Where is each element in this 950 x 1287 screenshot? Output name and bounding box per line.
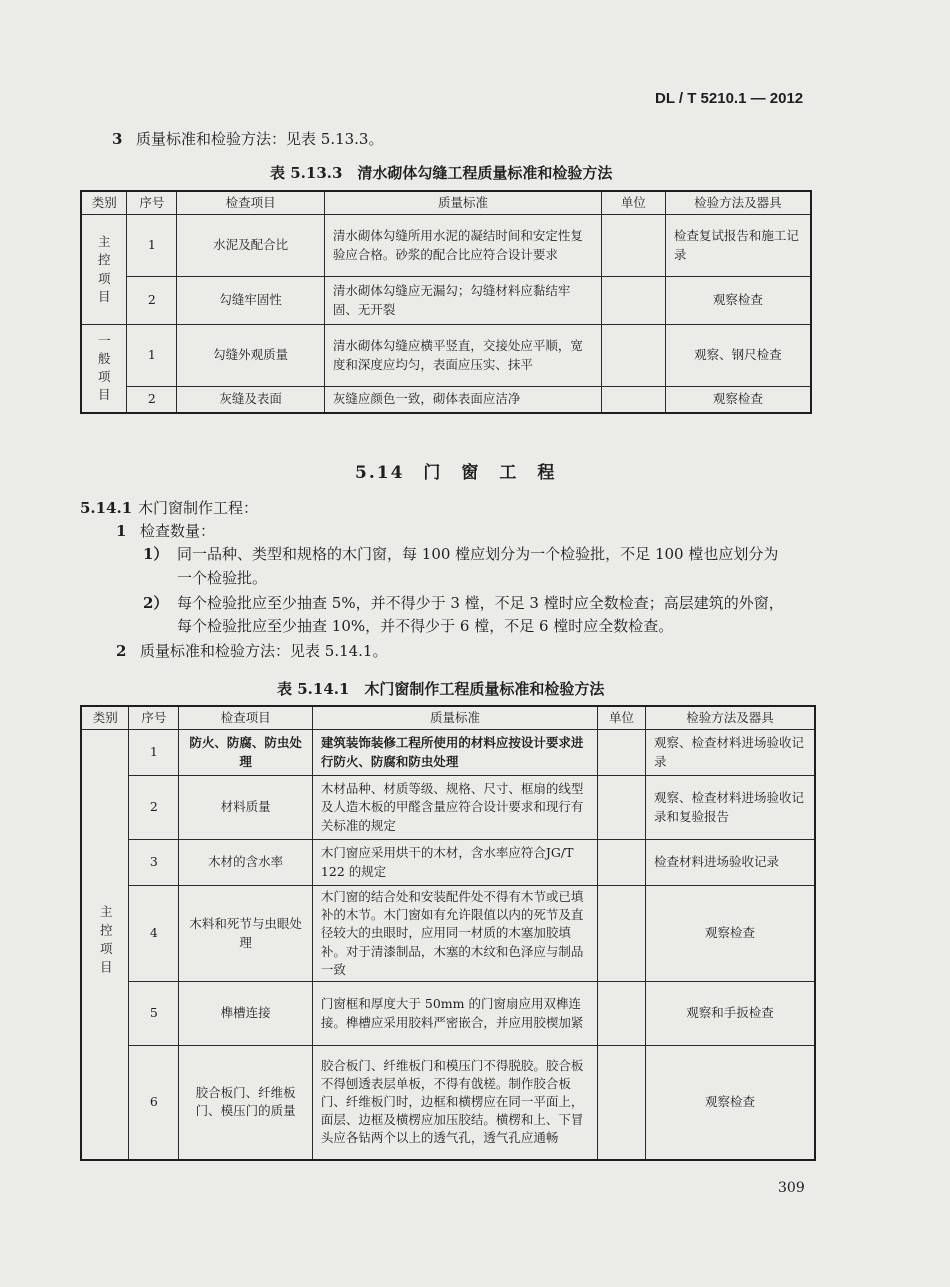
table-row <box>81 1046 815 1160</box>
table-5-14-1 <box>80 705 816 1161</box>
header-method: 检验方法及器具 <box>665 191 811 215</box>
row-no: 4 <box>129 886 179 982</box>
row-method: 观察检查 <box>665 277 811 325</box>
row-item: 勾缝牢固性 <box>177 277 325 325</box>
row-standard: 清水砌体勾缝应无漏勾；勾缝材料应黏结牢固、无开裂 <box>324 277 601 325</box>
header-standard: 质量标准 <box>324 191 601 215</box>
table-row <box>81 215 811 277</box>
table-row <box>81 776 815 840</box>
row-no: 1 <box>127 325 177 387</box>
row-unit <box>602 277 666 325</box>
table-row <box>81 387 811 413</box>
header-standard: 质量标准 <box>312 706 597 730</box>
table-row <box>81 982 815 1046</box>
item-text: 质量标准和检验方法：见表 5.13.3。 <box>136 130 384 148</box>
header-item: 检查项目 <box>179 706 313 730</box>
clause-5-14-1 <box>80 497 258 518</box>
row-unit <box>598 982 646 1046</box>
row-item: 榫槽连接 <box>179 982 313 1046</box>
row-standard: 清水砌体勾缝应横平竖直，交接处应平顺，宽度和深度应均匀，表面应压实、抹平 <box>324 325 601 387</box>
row-item: 勾缝外观质量 <box>177 325 325 387</box>
row-method: 观察、检查材料进场验收记录 <box>645 730 815 776</box>
row-standard: 建筑装饰装修工程所使用的材料应按设计要求进行防火、防腐和防虫处理 <box>312 730 597 776</box>
row-no: 1 <box>127 215 177 277</box>
row-no: 3 <box>129 840 179 886</box>
item-number: 1 <box>116 522 127 540</box>
header-category: 类别 <box>81 706 129 730</box>
subitem-line: 每个检验批应至少抽查 5%，并不得少于 3 樘，不足 3 樘时应全数检查；高层建筑的外窗， <box>177 594 784 612</box>
clause-text: 木门窗制作工程： <box>138 499 259 517</box>
row-item: 材料质量 <box>179 776 313 840</box>
paragraph-quality-ref <box>112 128 383 149</box>
section-title: 5.14 门 窗 工 程 <box>355 463 557 483</box>
table-row <box>81 277 811 325</box>
row-standard: 灰缝应颜色一致，砌体表面应洁净 <box>324 387 601 413</box>
header-unit: 单位 <box>598 706 646 730</box>
row-standard: 木门窗的结合处和安装配件处不得有木节或已填补的木节。木门窗如有允许限值以内的死节及直径较大的虫眼时，应用同一材质的木塞加胶填补。对于清漆制品，木塞的木纹和色泽应与制品一致 <box>312 886 597 982</box>
row-no: 6 <box>129 1046 179 1160</box>
table-row <box>81 325 811 387</box>
row-unit <box>602 387 666 413</box>
row-method: 检查复试报告和施工记录 <box>665 215 811 277</box>
row-unit <box>598 886 646 982</box>
item-text: 质量标准和检验方法：见表 5.14.1。 <box>140 642 388 660</box>
row-unit <box>598 840 646 886</box>
table-5-13-3 <box>80 190 812 414</box>
row-no: 5 <box>129 982 179 1046</box>
table-header-row <box>81 191 811 215</box>
table-row <box>81 886 815 982</box>
row-method: 检查材料进场验收记录 <box>645 840 815 886</box>
subitem-1-cont: 一个检验批。 <box>177 569 268 587</box>
category-cell <box>81 730 129 1160</box>
category-label: 主控项目 <box>98 904 114 979</box>
table-row <box>81 730 815 776</box>
row-no: 2 <box>129 776 179 840</box>
row-method: 观察检查 <box>665 387 811 413</box>
row-unit <box>602 215 666 277</box>
row-method: 观察、钢尺检查 <box>665 325 811 387</box>
row-item: 木材的含水率 <box>179 840 313 886</box>
subitem-number: 2） <box>143 594 169 612</box>
table-row <box>81 840 815 886</box>
category-cell: 主控项目 <box>81 215 127 325</box>
subitem-line: 同一品种、类型和规格的木门窗，每 100 樘应划分为一个检验批，不足 100 樘也应划分为 <box>177 545 779 563</box>
subitem-number: 1） <box>143 545 169 563</box>
header-no: 序号 <box>127 191 177 215</box>
row-item: 木料和死节与虫眼处理 <box>179 886 313 982</box>
row-standard: 木材品种、材质等级、规格、尺寸、框扇的线型及人造木板的甲醛含量应符合设计要求和现行有关标准的规定 <box>312 776 597 840</box>
row-standard: 门窗框和厚度大于 50mm 的门窗扇应用双榫连接。榫槽应采用胶料严密嵌合，并应用胶楔加紧 <box>312 982 597 1046</box>
category-cell: 一般项目 <box>81 325 127 413</box>
row-no: 2 <box>127 387 177 413</box>
header-category: 类别 <box>81 191 127 215</box>
row-item: 水泥及配合比 <box>177 215 325 277</box>
row-method: 观察检查 <box>645 886 815 982</box>
table-5-13-3-caption: 表 5.13.3 清水砌体勾缝工程质量标准和检验方法 <box>270 164 613 182</box>
row-item: 胶合板门、纤维板门、模压门的质量 <box>179 1046 313 1160</box>
row-item: 防火、防腐、防虫处理 <box>179 730 313 776</box>
table-header-row <box>81 706 815 730</box>
item-inspection-quantity <box>116 520 215 541</box>
item-number: 3 <box>112 130 123 148</box>
row-method: 观察和手扳检查 <box>645 982 815 1046</box>
header-unit: 单位 <box>602 191 666 215</box>
header-item: 检查项目 <box>177 191 325 215</box>
row-standard: 清水砌体勾缝所用水泥的凝结时间和安定性复验应合格。砂浆的配合比应符合设计要求 <box>324 215 601 277</box>
header-no: 序号 <box>129 706 179 730</box>
row-no: 2 <box>127 277 177 325</box>
row-method: 观察检查 <box>645 1046 815 1160</box>
row-unit <box>602 325 666 387</box>
subitem-2 <box>143 592 784 613</box>
subitem-2-cont: 每个检验批应至少抽查 10%，并不得少于 6 樘，不足 6 樘时应全数检查。 <box>177 617 674 635</box>
subitem-1 <box>143 543 778 564</box>
item-number: 2 <box>116 642 127 660</box>
clause-number: 5.14.1 <box>80 499 133 517</box>
row-unit <box>598 730 646 776</box>
row-unit <box>598 1046 646 1160</box>
table-5-14-1-caption: 表 5.14.1 木门窗制作工程质量标准和检验方法 <box>277 680 605 698</box>
row-method: 观察、检查材料进场验收记录和复验报告 <box>645 776 815 840</box>
page-number: 309 <box>778 1180 805 1196</box>
header-method: 检验方法及器具 <box>645 706 815 730</box>
row-unit <box>598 776 646 840</box>
item-text: 检查数量： <box>140 522 216 540</box>
row-standard: 胶合板门、纤维板门和模压门不得脱胶。胶合板不得刨透表层单板，不得有戗槎。制作胶合板门、纤维板门时，边框和横楞应在同一平面上，面层、边框及横楞应加压胶结。横楞和上、下冒头应各钻两个以上的透气孔，透气孔应通畅 <box>312 1046 597 1160</box>
row-standard: 木门窗应采用烘干的木材，含水率应符合JG/T 122 的规定 <box>312 840 597 886</box>
standard-code: DL / T 5210.1 — 2012 <box>655 90 804 107</box>
row-item: 灰缝及表面 <box>177 387 325 413</box>
row-no: 1 <box>129 730 179 776</box>
item-quality-ref <box>116 640 387 661</box>
